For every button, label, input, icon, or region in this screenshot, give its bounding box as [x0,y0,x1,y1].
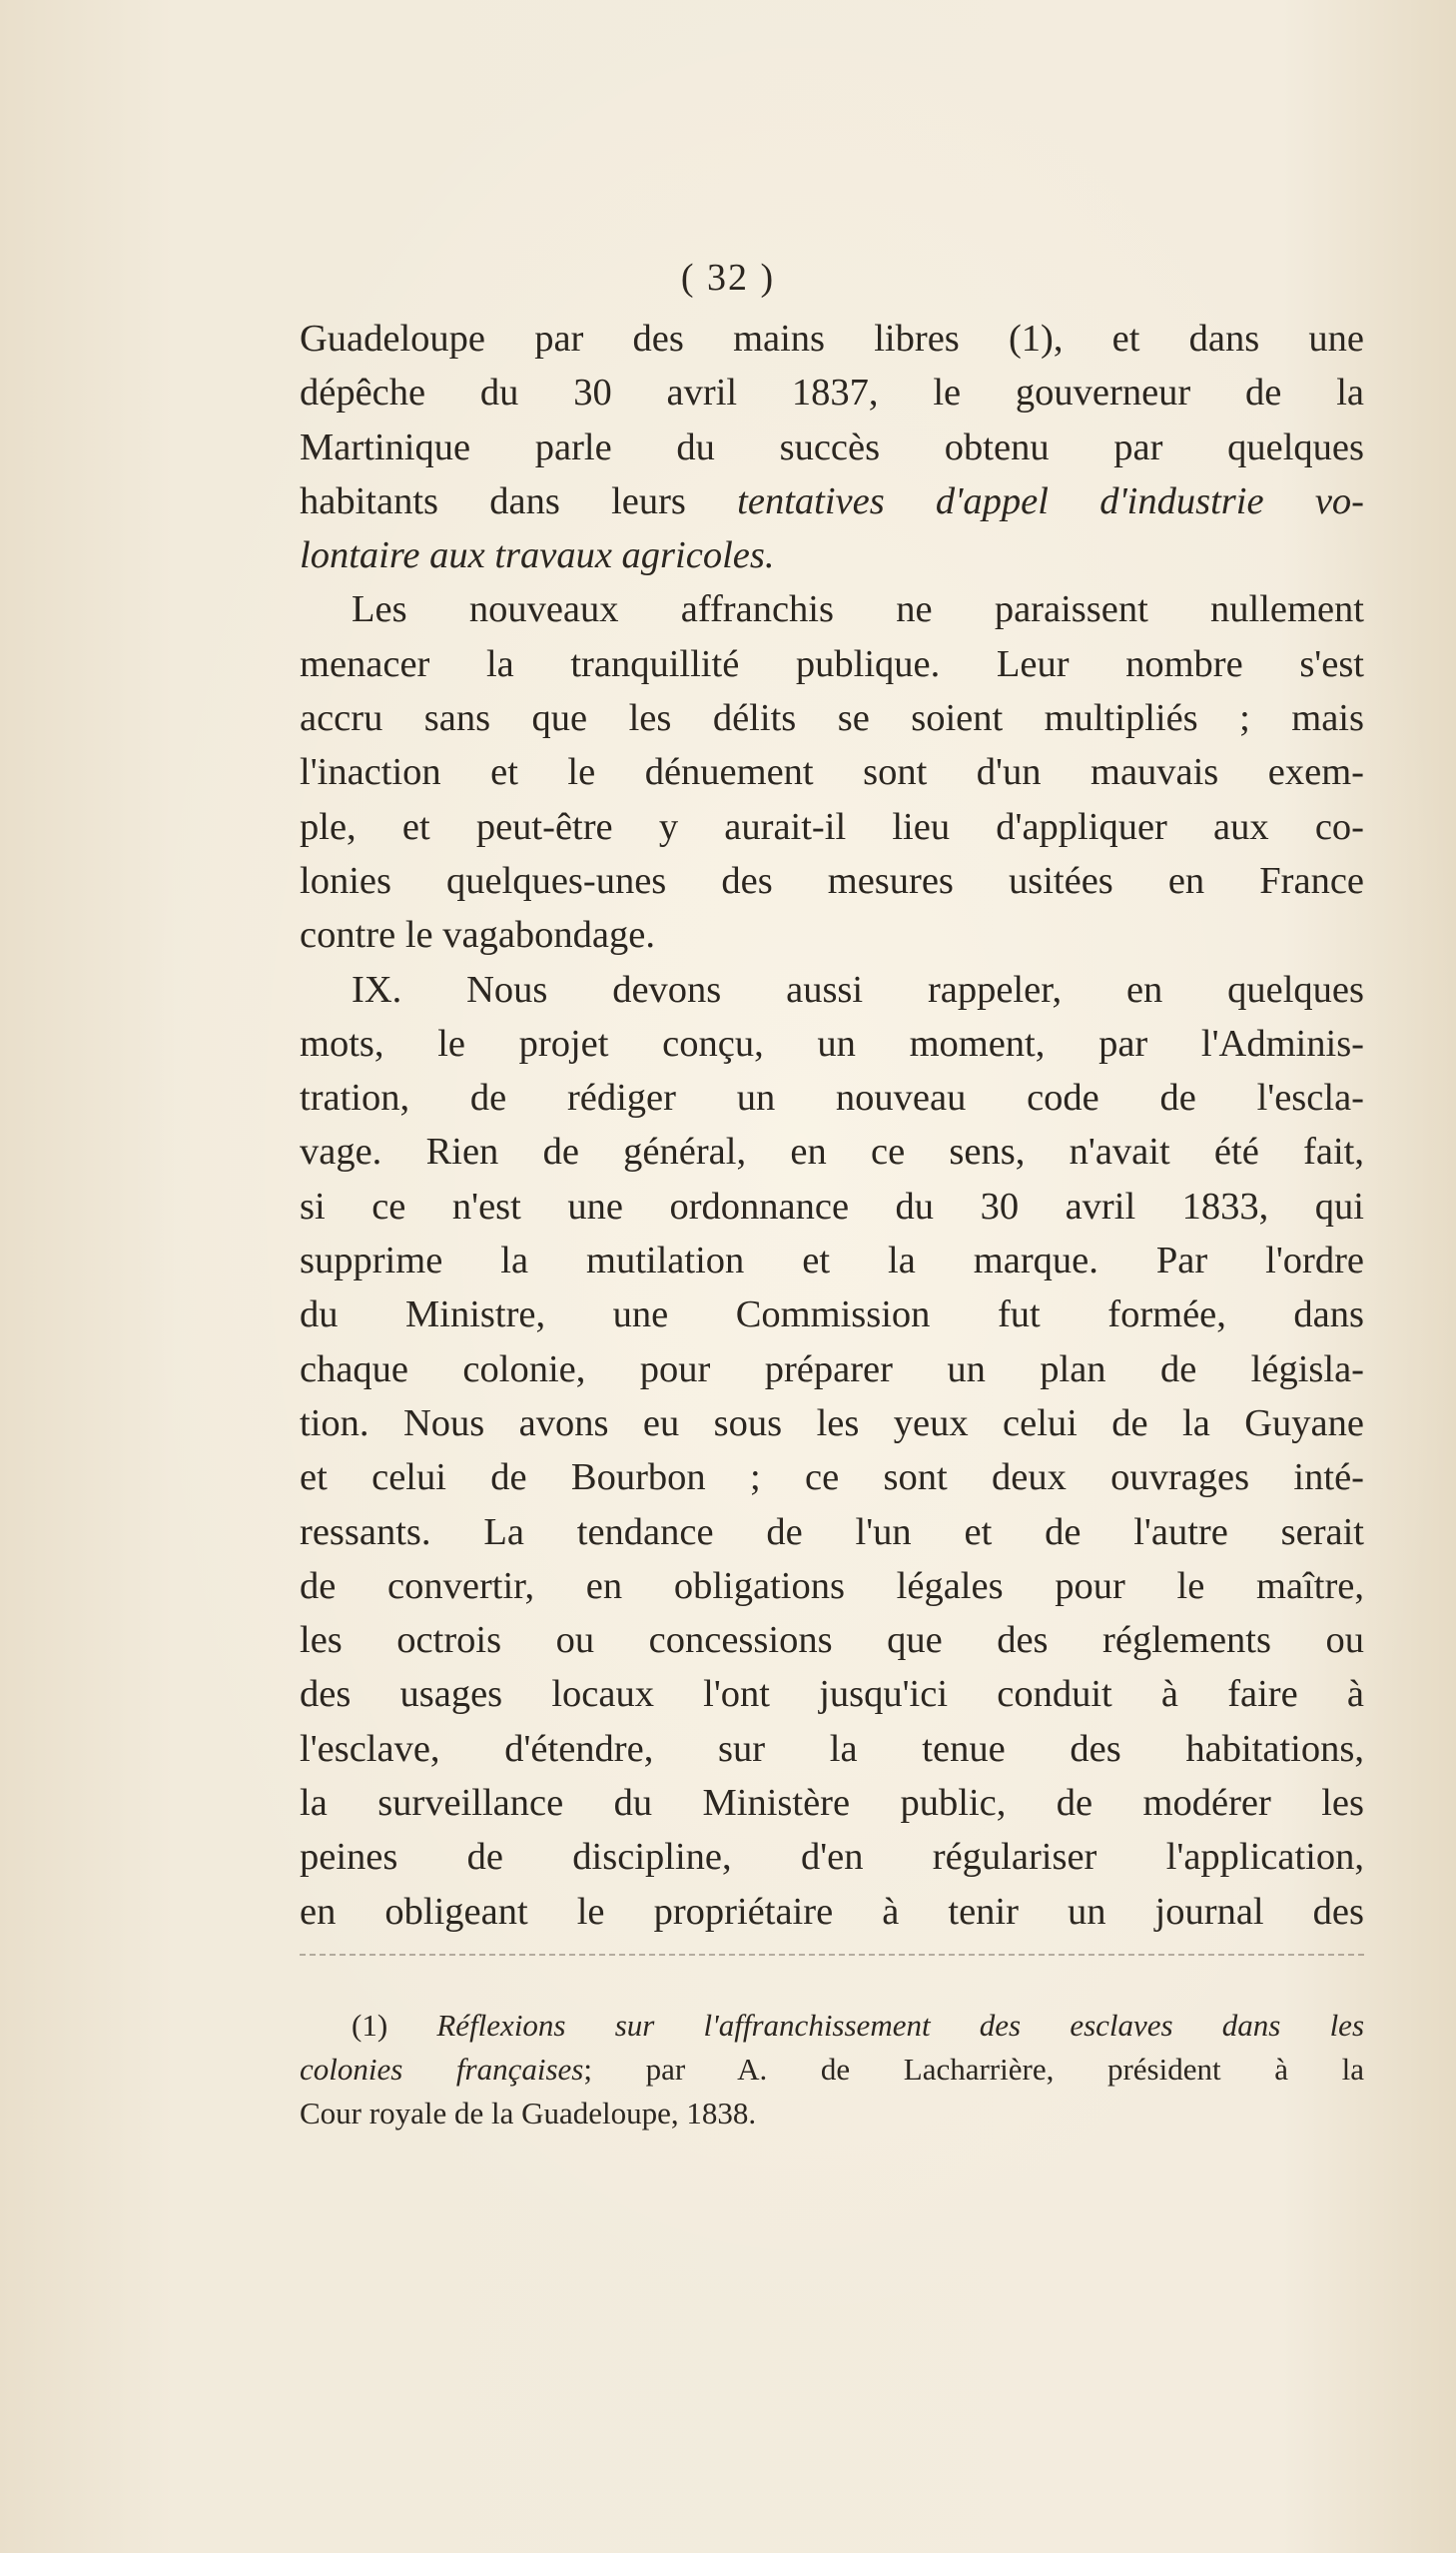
text-line: Martinique parle du succès obtenu par quelques [300,426,1364,468]
text-line: tion. Nous avons eu sous les yeux celui de la Guyane [300,1401,1364,1444]
footnote-line [300,2004,1364,2048]
section-heading-line: IX. Nous devons aussi rappeler, en quelques [352,968,1364,1011]
body-text [300,312,1364,1939]
text-line: du Ministre, une Commission fut formée, dans [300,1293,1364,1336]
text-line: tration, de rédiger un nouveau code de l'escla- [300,1077,1364,1120]
text-line [300,528,1364,582]
text-line: peines de discipline, d'en régulariser l'application, [300,1836,1364,1879]
text-line: chaque colonie, pour préparer un plan de législa- [300,1347,1364,1390]
text-line: l'esclave, d'étendre, sur la tenue des habitations, [300,1727,1364,1770]
text-line: la surveillance du Ministère public, de modérer les [300,1782,1364,1825]
footnote-divider [300,1954,1364,1956]
italic-text-span: lontaire aux travaux agricoles. [300,534,775,577]
text-line: mots, le projet conçu, un moment, par l'Adminis- [300,1022,1364,1065]
text-line: supprime la mutilation et la marque. Par l'ordre [300,1240,1364,1282]
text-line: menacer la tranquillité publique. Leur nombre s'est [300,642,1364,685]
text-line: contre le vagabondage. [300,914,655,957]
text-line: si ce n'est une ordonnance du 30 avril 1833, qui [300,1185,1364,1228]
text-line: lonies quelques-unes des mesures usitées en France [300,859,1364,902]
text-line: et celui de Bourbon ; ce sont deux ouvrages inté- [300,1456,1364,1499]
footnote [300,2004,1364,2135]
footnote-line [300,2048,1364,2092]
text-line: vage. Rien de général, en ce sens, n'avait été fait, [300,1131,1364,1174]
text-line [300,474,1364,528]
footnote-text: ; par A. de Lacharrière, président à la [583,2052,1364,2087]
text-line: les octrois ou concessions que des réglements ou [300,1619,1364,1662]
text-line: de convertir, en obligations légales pour le maître, [300,1564,1364,1607]
text-line: Les nouveaux affranchis ne paraissent nullement [352,588,1364,631]
text-line: ressants. La tendance de l'un et de l'autre serait [300,1510,1364,1553]
footnote-title: Réflexions sur l'affranchissement des esclaves dans les [436,2008,1364,2043]
page-number: ( 32 ) [680,257,776,299]
text-line: l'inaction et le dénuement sont d'un mauvais exem- [300,751,1364,794]
text-line: des usages locaux l'ont jusqu'ici conduit à faire à [300,1673,1364,1716]
text-line: Guadeloupe par des mains libres (1), et dans une [300,318,1364,360]
text-line: en obligeant le propriétaire à tenir un journal des [300,1890,1364,1933]
footnote-line: Cour royale de la Guadeloupe, 1838. [300,2096,757,2130]
text-line: ple, et peut-être y aurait-il lieu d'appliquer aux co- [300,805,1364,848]
text-span: habitants dans leurs [300,479,686,522]
text-line: accru sans que les délits se soient multipliés ; mais [300,697,1364,740]
footnote-marker: (1) [352,2008,388,2043]
footnote-title-cont: colonies françaises [300,2052,584,2087]
italic-text-span: tentatives d'appel d'industrie vo- [737,479,1364,522]
text-line: dépêche du 30 avril 1837, le gouverneur de la [300,372,1364,415]
